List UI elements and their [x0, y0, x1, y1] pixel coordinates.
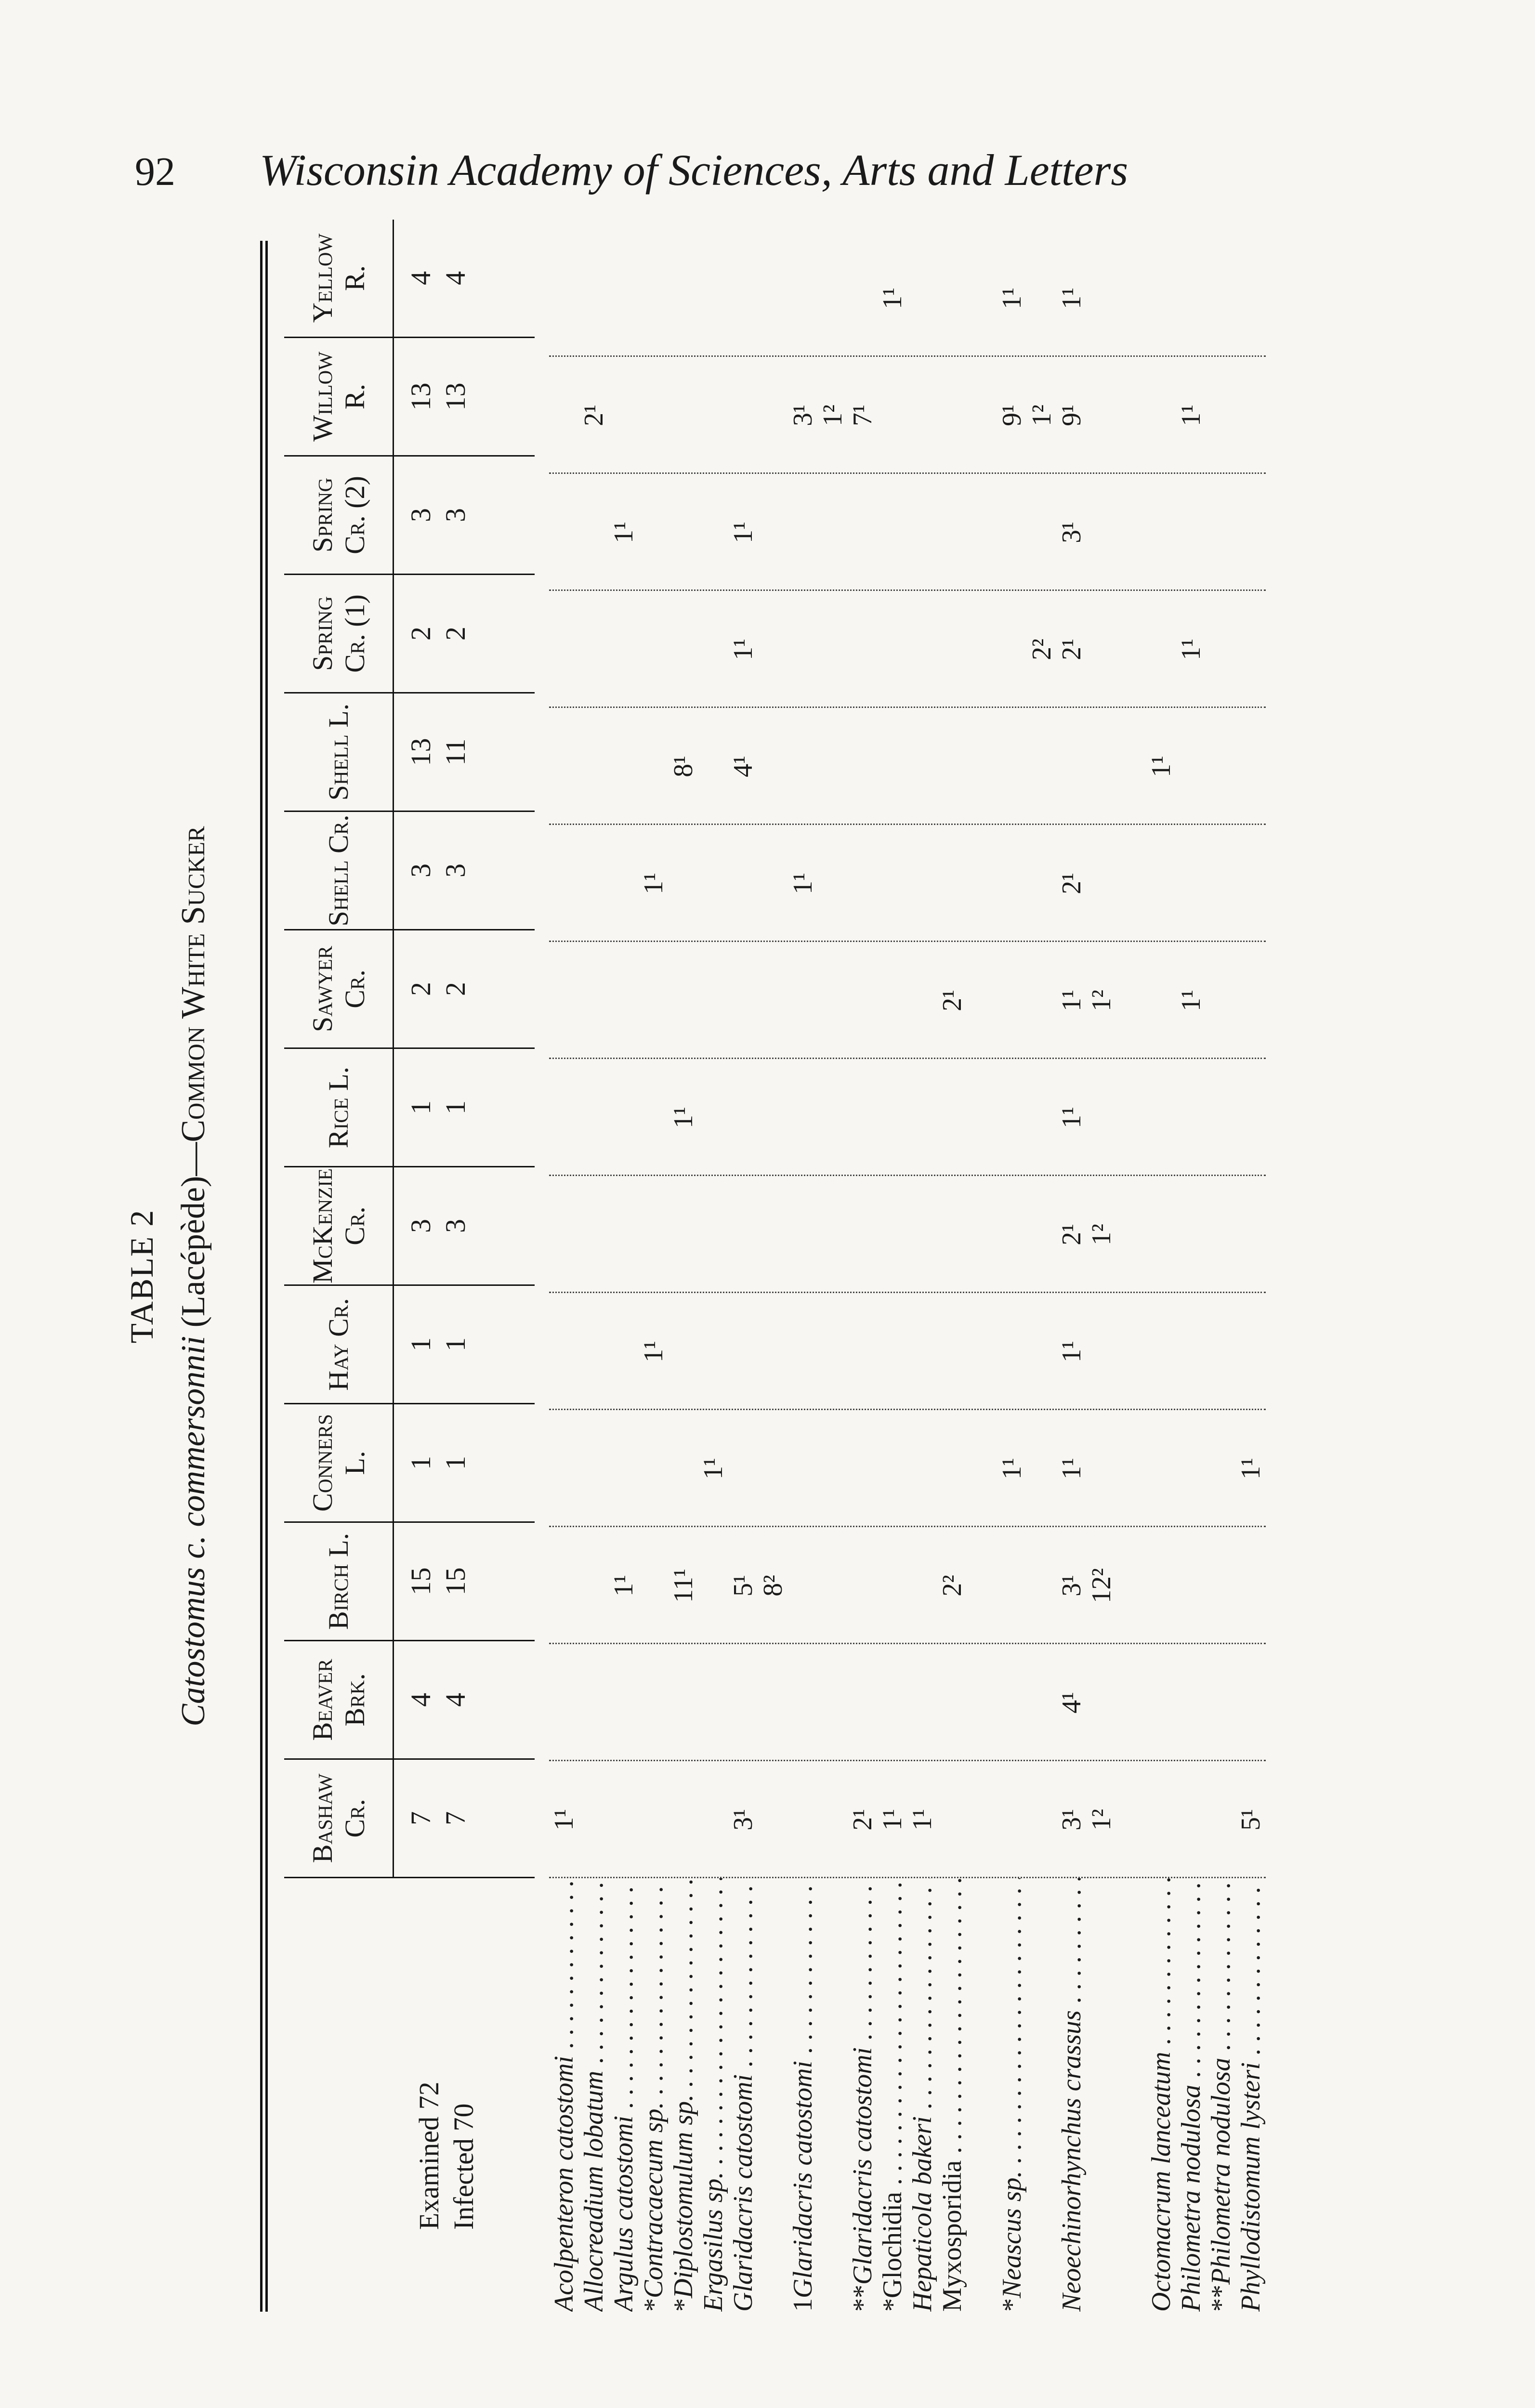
table-cell: 1¹ — [1236, 1458, 1266, 1479]
column-infected: 1 — [440, 1337, 471, 1351]
parasite-name — [997, 1878, 1027, 2312]
column-divider — [549, 355, 1266, 357]
row-prefix: 1 — [788, 2298, 818, 2312]
row-label: Myxosporidia — [937, 2160, 967, 2312]
row-label: Octomacrum lanceatum — [1146, 2052, 1176, 2312]
table-cell: 9¹ — [1057, 405, 1087, 426]
column-name: Willow R. — [284, 338, 394, 455]
row-label: Philometra nodulosa — [1206, 2057, 1236, 2285]
table-cell: 1¹ — [669, 1107, 698, 1128]
column-name: Sawyer Cr. — [284, 930, 394, 1047]
row-prefix: * — [639, 2298, 669, 2312]
authority: (Lacépède)— — [175, 1142, 212, 1336]
table-row — [609, 241, 639, 2312]
column-divider — [549, 707, 1266, 708]
table-row — [907, 241, 937, 2312]
table-cell: 1¹ — [997, 1458, 1027, 1479]
parasite-name — [1176, 1878, 1207, 2312]
column-divider — [549, 1760, 1266, 1761]
table-row — [967, 241, 997, 2312]
table-cell: 2² — [1027, 639, 1057, 660]
column-infected: 15 — [440, 1567, 471, 1596]
column-examined: 13 — [405, 382, 436, 411]
column-examined: 13 — [405, 738, 436, 766]
column-header — [284, 930, 535, 1049]
table-cell: 12² — [1087, 1568, 1116, 1603]
table-row — [1027, 241, 1057, 2312]
column-name: Bashaw Cr. — [284, 1760, 394, 1877]
table-row — [549, 241, 579, 2312]
examined-label: Examined 72 — [413, 2081, 445, 2230]
table-row — [848, 241, 878, 2312]
table-cell: 1² — [1087, 1809, 1116, 1831]
column-examined: 1 — [405, 1337, 436, 1351]
column-header — [284, 457, 535, 575]
column-name: Beaver Brk. — [284, 1641, 394, 1758]
table-cell: 5¹ — [728, 1575, 758, 1597]
column-examined: 1 — [405, 1100, 436, 1114]
table-cell: 3¹ — [728, 1809, 758, 1831]
table-cell: 1¹ — [997, 288, 1027, 309]
table-cell: 2² — [937, 1575, 967, 1597]
column-header — [284, 694, 535, 812]
column-name: Rice L. — [284, 1049, 394, 1166]
column-infected: 1 — [440, 1456, 471, 1470]
table-cell: 1² — [1087, 990, 1116, 1011]
table-row — [937, 241, 967, 2312]
column-examined: 2 — [405, 982, 436, 996]
table-cell: 1¹ — [1057, 288, 1087, 309]
column-infected: 13 — [440, 382, 471, 411]
table-row — [728, 241, 758, 2312]
column-infected: 4 — [440, 271, 471, 285]
column-divider — [549, 1643, 1266, 1644]
row-label: Hepaticola bakeri — [907, 2116, 937, 2312]
table-cell: 1² — [1087, 1224, 1116, 1245]
table-body — [549, 241, 1266, 2312]
running-head — [135, 144, 1267, 212]
column-name: Spring Cr. (1) — [284, 575, 394, 692]
row-label: Argulus catostomi — [609, 2115, 639, 2312]
parasite-name — [907, 1878, 938, 2312]
column-header — [284, 1286, 535, 1404]
journal-title: Wisconsin Academy of Sciences, Arts and Letters — [260, 145, 1128, 195]
column-divider — [549, 1175, 1266, 1176]
column-examined: 1 — [405, 1456, 436, 1470]
table-row — [1176, 241, 1206, 2312]
row-prefix: ** — [1206, 2285, 1236, 2312]
table-row — [698, 241, 728, 2312]
column-divider — [549, 941, 1266, 942]
column-name: Yellow R. — [284, 220, 394, 337]
column-divider — [549, 824, 1266, 825]
parasite-name — [1056, 1878, 1087, 2312]
column-name: Hay Cr. — [284, 1286, 394, 1403]
column-examined: 4 — [405, 1693, 436, 1707]
table-caption — [116, 241, 213, 2312]
table-cell: 1¹ — [788, 873, 818, 894]
page-number: 92 — [135, 149, 175, 194]
parasite-table — [260, 233, 1392, 2312]
row-label: Allocreadium lobatum — [579, 2070, 609, 2312]
row-prefix: * — [669, 2298, 698, 2312]
column-divider — [549, 1409, 1266, 1410]
table-cell: 1¹ — [609, 1575, 639, 1597]
table-row — [1116, 241, 1146, 2312]
table-cell: 8² — [758, 1575, 788, 1597]
infected-label: Infected 70 — [448, 2103, 479, 2230]
table-cell: 2¹ — [1057, 873, 1087, 894]
column-infected: 2 — [440, 982, 471, 996]
parasite-name — [668, 1878, 699, 2312]
table-cell: 9¹ — [997, 405, 1027, 426]
parasite-name — [787, 1878, 818, 2312]
header-first-cell — [284, 1878, 535, 2312]
species-name: Catostomus c. commersonnii — [175, 1335, 212, 1727]
table-cell: 1¹ — [728, 522, 758, 543]
table-cell: 3¹ — [788, 405, 818, 426]
table-cell: 1¹ — [698, 1458, 728, 1479]
column-name: Conners L. — [284, 1404, 394, 1521]
column-name: Birch L. — [284, 1523, 394, 1640]
table-cell: 4¹ — [728, 756, 758, 777]
column-name: Shell Cr. — [284, 812, 394, 929]
table-cell: 1¹ — [1146, 756, 1176, 777]
column-name: Spring Cr. (2) — [284, 457, 394, 574]
row-label: Glaridacris catostomi — [728, 2074, 758, 2312]
row-label: Neoechinorhynchus crassus — [1057, 2010, 1087, 2312]
table-row — [997, 241, 1027, 2312]
table-row — [579, 241, 609, 2312]
row-label: Glochidia — [878, 2192, 907, 2298]
table-row — [788, 241, 818, 2312]
column-examined: 2 — [405, 627, 436, 641]
parasite-name — [698, 1878, 729, 2312]
table-row — [1236, 241, 1266, 2312]
column-examined: 3 — [405, 864, 436, 877]
table-row — [639, 241, 669, 2312]
column-header — [284, 1049, 535, 1167]
parasite-name — [1235, 1878, 1266, 2312]
row-label: Ergasilus sp. — [698, 2172, 728, 2312]
column-examined: 4 — [405, 271, 436, 285]
table-cell: 1² — [1027, 405, 1057, 426]
table-row — [818, 241, 848, 2312]
column-infected: 11 — [440, 738, 471, 766]
column-divider — [549, 589, 1266, 591]
column-infected: 4 — [440, 1693, 471, 1707]
row-label: Phyllodistomum lysteri — [1236, 2062, 1266, 2312]
table-cell: 8¹ — [669, 756, 698, 777]
parasite-name — [1206, 1878, 1236, 2312]
parasite-name — [847, 1878, 878, 2312]
column-infected: 3 — [440, 864, 471, 877]
row-label: Philometra nodulosa — [1176, 2084, 1206, 2312]
parasite-name — [578, 1878, 609, 2312]
column-divider — [549, 1526, 1266, 1527]
column-name: Shell L. — [284, 694, 394, 811]
column-divider — [549, 472, 1266, 474]
column-divider — [549, 1058, 1266, 1059]
table-cell: 1¹ — [878, 288, 907, 309]
table-cell: 1¹ — [639, 873, 669, 894]
row-label: Diplostomulum sp. — [669, 2094, 698, 2298]
table-cell: 1¹ — [1057, 1107, 1087, 1128]
column-examined: 15 — [405, 1567, 436, 1596]
column-examined: 3 — [405, 508, 436, 522]
table-cell: 3¹ — [1057, 1575, 1087, 1597]
parasite-name — [549, 1878, 579, 2312]
table-cell: 5¹ — [1236, 1809, 1266, 1831]
table-subtitle — [174, 241, 213, 2312]
column-header — [284, 1641, 535, 1760]
column-header — [284, 575, 535, 694]
row-prefix: * — [878, 2298, 907, 2312]
column-header — [284, 1167, 535, 1286]
column-header — [284, 1523, 535, 1641]
table-cell: 1¹ — [1057, 1341, 1087, 1362]
column-header — [284, 812, 535, 930]
column-header — [284, 1760, 535, 1878]
row-prefix: ** — [848, 2285, 878, 2312]
header-row — [284, 233, 535, 2312]
totals-label — [412, 2081, 481, 2230]
table-row — [1146, 241, 1176, 2312]
parasite-name — [638, 1878, 669, 2312]
column-header — [284, 338, 535, 457]
table-cell: 2¹ — [579, 405, 609, 426]
column-infected: 1 — [440, 1100, 471, 1114]
table-cell: 3¹ — [1057, 1809, 1087, 1831]
table-cell: 4¹ — [1057, 1692, 1087, 1714]
table-cell: 11¹ — [669, 1569, 698, 1603]
row-label: Glaridacris catostomi — [788, 2060, 818, 2298]
table-cell: 2¹ — [937, 990, 967, 1011]
table-cell: 1¹ — [907, 1809, 937, 1831]
table-cell: 1¹ — [1176, 405, 1206, 426]
column-infected: 3 — [440, 508, 471, 522]
table-cell: 1¹ — [1176, 990, 1206, 1011]
column-divider — [549, 1292, 1266, 1293]
row-prefix: * — [997, 2298, 1027, 2312]
table-cell: 1¹ — [728, 639, 758, 660]
column-infected: 3 — [440, 1219, 471, 1233]
table-row — [1057, 241, 1087, 2312]
column-name: McKenzie Cr. — [284, 1167, 394, 1284]
parasite-name — [728, 1878, 759, 2312]
table-cell: 1¹ — [1057, 990, 1087, 1011]
column-divider — [549, 1877, 1266, 1878]
column-header — [284, 220, 535, 338]
table-cell: 7¹ — [848, 405, 878, 426]
table-cell: 1¹ — [878, 1809, 907, 1831]
table-label: TABLE 2 — [123, 1209, 160, 1344]
common-name: Common White Sucker — [175, 826, 212, 1142]
table-row — [1206, 241, 1236, 2312]
table-row — [1087, 241, 1116, 2312]
table-row — [878, 241, 907, 2312]
parasite-name — [1146, 1878, 1177, 2312]
row-label: Neascus sp. — [997, 2171, 1027, 2298]
table-cell: 1¹ — [1176, 639, 1206, 660]
table-top-rule — [260, 241, 268, 2312]
parasite-name — [608, 1878, 639, 2312]
table-cell: 1¹ — [549, 1809, 579, 1831]
table-cell: 3¹ — [1057, 522, 1087, 543]
table-cell: 2¹ — [1057, 1224, 1087, 1245]
row-label: Contracaecum sp. — [639, 2102, 669, 2298]
column-header — [284, 1404, 535, 1523]
table-cell: 2¹ — [848, 1809, 878, 1831]
row-label: Glaridacris catostomi — [848, 2047, 878, 2285]
rotated-table-block — [116, 233, 1416, 2312]
parasite-name — [937, 1878, 968, 2312]
column-examined: 7 — [405, 1811, 436, 1825]
column-examined: 3 — [405, 1219, 436, 1233]
table-cell: 1¹ — [609, 522, 639, 543]
column-infected: 7 — [440, 1811, 471, 1825]
table-cell: 1² — [818, 405, 848, 426]
table-cell: 1¹ — [1057, 1458, 1087, 1479]
column-infected: 2 — [440, 627, 471, 641]
table-row — [758, 241, 788, 2312]
table-cell: 1¹ — [639, 1341, 669, 1362]
parasite-name — [877, 1878, 908, 2312]
row-label: Acolpenteron catostomi — [549, 2055, 579, 2312]
table-row — [669, 241, 698, 2312]
table-cell: 2¹ — [1057, 639, 1087, 660]
